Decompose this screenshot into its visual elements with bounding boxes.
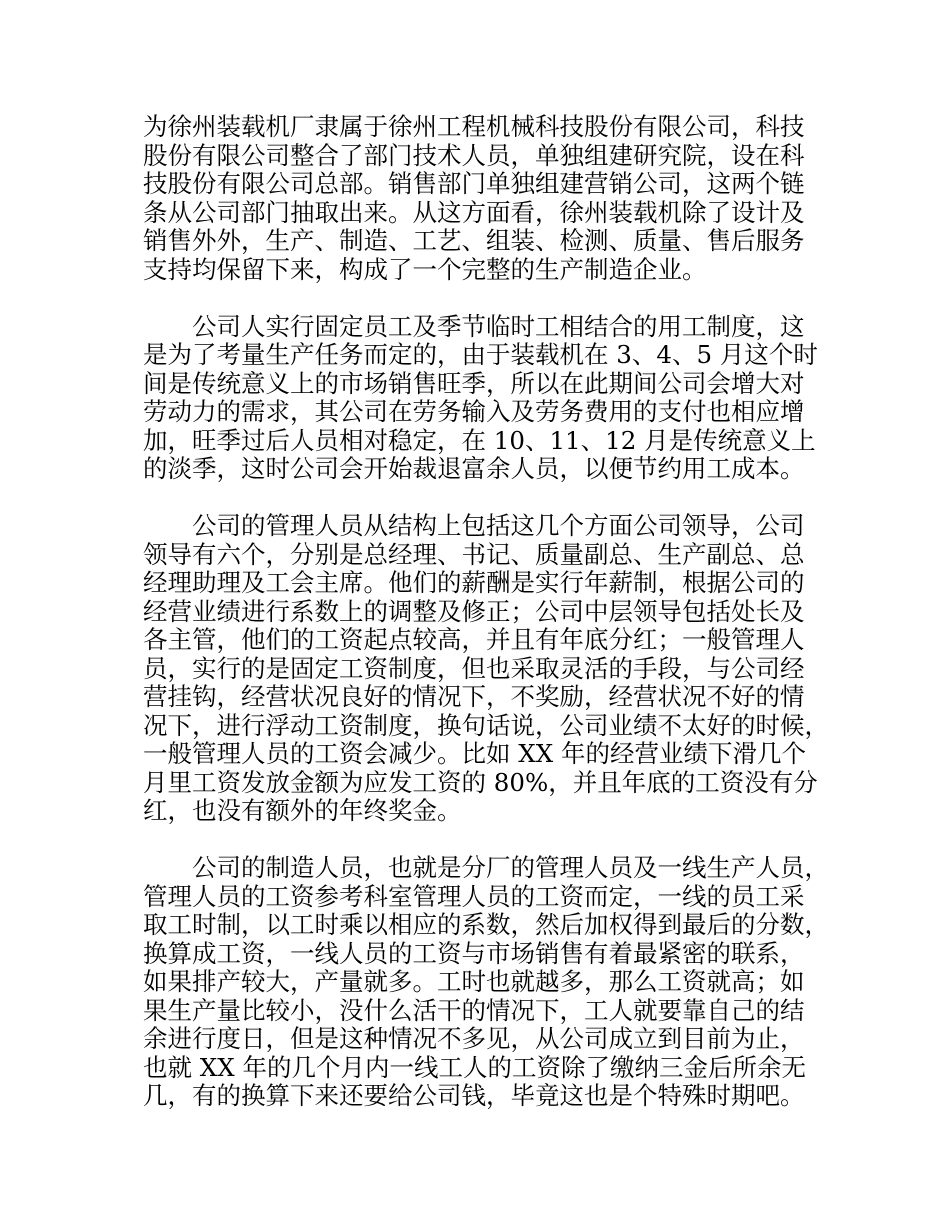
text-line: 经理助理及工会主席。他们的薪酬是实行年薪制，根据公司的 xyxy=(143,568,805,597)
text-line: 公司的制造人员，也就是分厂的管理人员及一线生产人员， xyxy=(143,853,829,882)
paragraph xyxy=(143,313,833,484)
text-line: 是为了考量生产任务而定的，由于装载机在 3、4、5 月这个时 xyxy=(143,340,818,369)
text-line: 月里工资发放金额为应发工资的 80%，并且年底的工资没有分 xyxy=(143,767,818,797)
text-line: 如果排产较大，产量就多。工时也就越多，那么工资就高；如 xyxy=(143,967,805,996)
text-line: 为徐州装载机厂隶属于徐州工程机械科技股份有限公司，科技 xyxy=(143,112,805,141)
text-line: 况下，进行浮动工资制度，换句话说，公司业绩不太好的时候， xyxy=(143,710,829,740)
text-line: 经营业绩进行系数上的调整及修正；公司中层领导包括处长及 xyxy=(143,596,805,626)
text-line: 员，实行的是固定工资制度，但也采取灵活的手段，与公司经 xyxy=(143,653,805,683)
text-line: 也就 XX 年的几个月内一线工人的工资除了缴纳三金后所余无 xyxy=(143,1052,806,1082)
text-line: 销售外外，生产、制造、工艺、组装、检测、质量、售后服务 xyxy=(143,226,805,255)
text-line: 公司人实行固定员工及季节临时工相结合的用工制度，这 xyxy=(143,311,805,341)
text-line: 各主管，他们的工资起点较高，并且有年底分红；一般管理人 xyxy=(143,625,805,654)
text-line: 条从公司部门抽取出来。从这方面看，徐州装载机除了设计及 xyxy=(143,197,805,227)
text-line: 劳动力的需求，其公司在劳务输入及劳务费用的支付也相应增 xyxy=(143,397,805,426)
document-body xyxy=(143,113,833,1111)
text-line: 果生产量比较小，没什么活干的情况下，工人就要靠自己的结 xyxy=(143,995,805,1025)
paragraph xyxy=(143,854,833,1111)
text-line: 技股份有限公司总部。销售部门单独组建营销公司，这两个链 xyxy=(143,169,805,198)
text-line: 取工时制，以工时乘以相应的系数，然后加权得到最后的分数， xyxy=(143,910,829,939)
text-line: 间是传统意义上的市场销售旺季，所以在此期间公司会增大对 xyxy=(143,368,805,398)
text-line: 红，也没有额外的年终奖金。 xyxy=(143,796,462,825)
text-line: 领导有六个，分别是总经理、书记、质量副总、生产副总、总 xyxy=(143,539,805,569)
text-line: 管理人员的工资参考科室管理人员的工资而定，一线的员工采 xyxy=(143,881,805,911)
text-line: 一般管理人员的工资会减少。比如 XX 年的经营业绩下滑几个 xyxy=(143,739,806,768)
text-line: 的淡季，这时公司会开始裁退富余人员，以便节约用工成本。 xyxy=(143,454,805,483)
text-line: 公司的管理人员从结构上包括这几个方面公司领导，公司 xyxy=(143,511,805,540)
text-line: 支持均保留下来，构成了一个完整的生产制造企业。 xyxy=(143,254,707,284)
text-line: 加，旺季过后人员相对稳定，在 10、11、12 月是传统意义上 xyxy=(143,425,816,455)
paragraph xyxy=(143,113,833,284)
text-line: 余进行度日，但是这种情况不多见，从公司成立到目前为止， xyxy=(143,1024,805,1053)
text-line: 营挂钩，经营状况良好的情况下，不奖励，经营状况不好的情 xyxy=(143,682,805,711)
text-line: 换算成工资，一线人员的工资与市场销售有着最紧密的联系， xyxy=(143,938,805,968)
text-line: 几，有的换算下来还要给公司钱，毕竟这也是个特殊时期吧。 xyxy=(143,1081,805,1110)
text-line: 股份有限公司整合了部门技术人员，单独组建研究院，设在科 xyxy=(143,140,805,170)
paragraph xyxy=(143,512,833,826)
